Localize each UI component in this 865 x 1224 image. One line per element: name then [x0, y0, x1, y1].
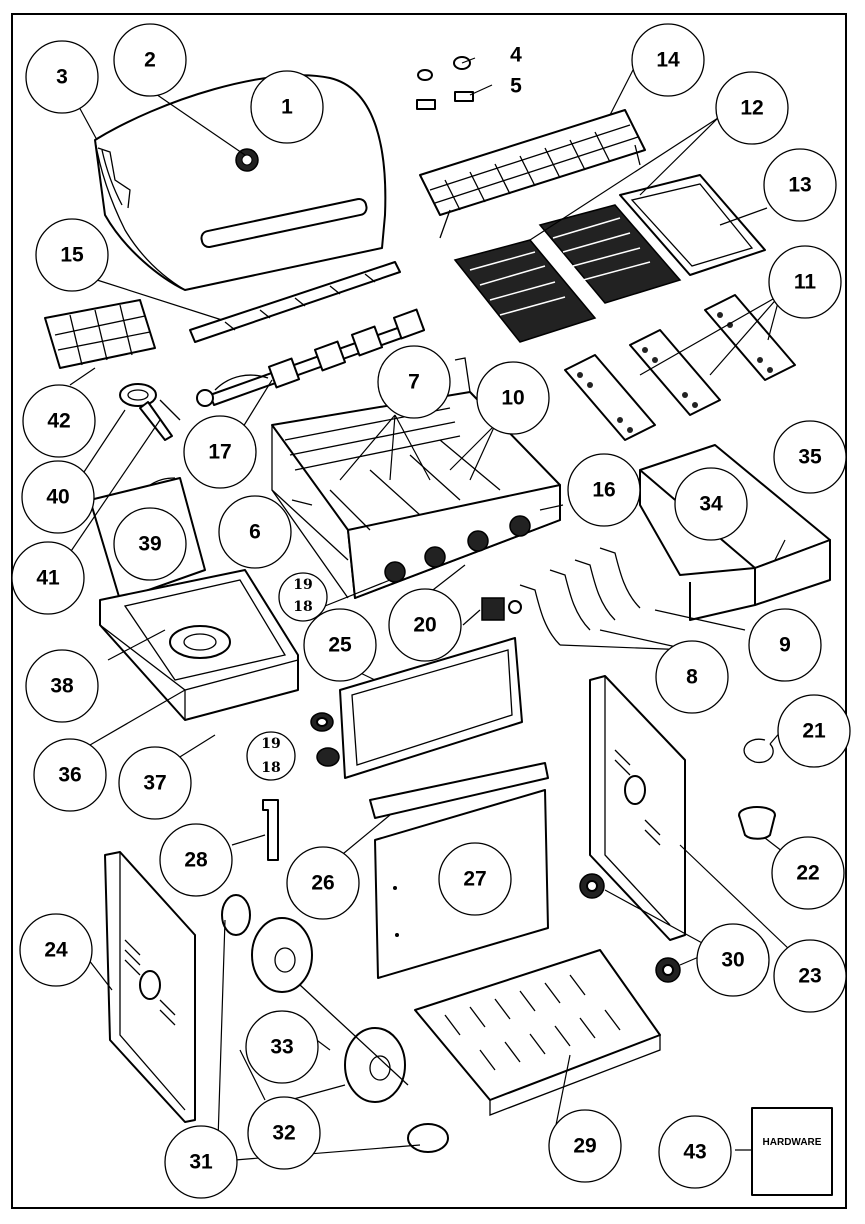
- svg-text:12: 12: [740, 96, 764, 120]
- lid-part: [95, 75, 385, 290]
- svg-text:14: 14: [656, 48, 680, 72]
- callout-42: [23, 385, 95, 457]
- callout-10: [477, 362, 549, 434]
- callout-34: [675, 468, 747, 540]
- callout-12: [716, 72, 788, 144]
- callout-15: [36, 219, 108, 291]
- svg-text:6: 6: [249, 520, 261, 544]
- svg-text:42: 42: [47, 409, 71, 433]
- svg-text:3: 3: [56, 65, 68, 89]
- callout-25: [304, 609, 376, 681]
- callout-32: [248, 1097, 320, 1169]
- svg-text:43: 43: [683, 1140, 707, 1164]
- svg-text:24: 24: [44, 938, 68, 962]
- svg-text:5: 5: [510, 74, 522, 98]
- knobs-part: [311, 713, 339, 766]
- hardware-label: HARDWARE: [762, 1137, 822, 1148]
- callout-7: [378, 346, 450, 418]
- callout-21: [778, 695, 850, 767]
- callout-9: [749, 609, 821, 681]
- svg-text:13: 13: [788, 173, 812, 197]
- callout-30: [697, 924, 769, 996]
- svg-text:11: 11: [793, 270, 817, 294]
- svg-text:1: 1: [281, 95, 293, 119]
- svg-text:38: 38: [50, 674, 74, 698]
- callout-11: [769, 246, 841, 318]
- svg-text:29: 29: [573, 1134, 597, 1158]
- ignitor-part: [482, 598, 521, 620]
- svg-text:37: 37: [143, 771, 167, 795]
- hook-part: [744, 739, 773, 762]
- svg-text:35: 35: [798, 445, 822, 469]
- brackets-part: [520, 548, 640, 645]
- callout-13: [764, 149, 836, 221]
- svg-text:22: 22: [796, 861, 820, 885]
- right-cart-panel-part: [590, 676, 685, 940]
- callout-38: [26, 650, 98, 722]
- svg-text:8: 8: [686, 665, 698, 689]
- callout-17: [184, 416, 256, 488]
- svg-text:15: 15: [60, 243, 84, 267]
- callout-33: [246, 1011, 318, 1083]
- callout-39: [114, 508, 186, 580]
- bottom-shelf-part: [415, 950, 660, 1115]
- callout-16: [568, 454, 640, 526]
- svg-text:21: 21: [802, 719, 826, 743]
- callout-14: [632, 24, 704, 96]
- svg-text:4: 4: [510, 43, 522, 67]
- svg-text:32: 32: [272, 1121, 296, 1145]
- svg-text:28: 28: [184, 848, 208, 872]
- svg-text:36: 36: [58, 763, 82, 787]
- svg-text:40: 40: [46, 485, 70, 509]
- svg-text:41: 41: [36, 566, 60, 590]
- svg-text:25: 25: [328, 633, 352, 657]
- cup-part: [739, 807, 775, 839]
- svg-text:17: 17: [208, 440, 232, 464]
- callout-35: [774, 421, 846, 493]
- callout-43: [659, 1116, 731, 1188]
- bracket-28-part: [263, 800, 278, 860]
- callout-24: [20, 914, 92, 986]
- svg-text:33: 33: [270, 1035, 294, 1059]
- callout-5-text: [510, 75, 522, 98]
- callout-19-18-upper: [279, 573, 327, 621]
- svg-text:27: 27: [463, 867, 487, 891]
- hardware-box: [752, 1108, 832, 1195]
- svg-text:34: 34: [699, 492, 723, 516]
- small-hardware-part: [417, 57, 473, 109]
- svg-text:2: 2: [144, 48, 156, 72]
- callout-40: [22, 461, 94, 533]
- svg-text:19: 19: [293, 577, 313, 593]
- svg-text:7: 7: [408, 370, 420, 394]
- callout-37: [119, 747, 191, 819]
- callout-3: [26, 41, 98, 113]
- callout-6: [219, 496, 291, 568]
- callout-23: [774, 940, 846, 1012]
- svg-text:23: 23: [798, 964, 822, 988]
- svg-text:26: 26: [311, 871, 335, 895]
- svg-text:9: 9: [779, 633, 791, 657]
- callout-41: [12, 542, 84, 614]
- callout-36: [34, 739, 106, 811]
- svg-text:20: 20: [413, 613, 437, 637]
- svg-text:16: 16: [592, 478, 616, 502]
- svg-text:30: 30: [721, 948, 745, 972]
- callout-4-text: [510, 44, 522, 67]
- callout-8: [656, 641, 728, 713]
- callout-27: [439, 843, 511, 915]
- svg-text:31: 31: [189, 1150, 213, 1174]
- callout-28: [160, 824, 232, 896]
- svg-text:18: 18: [293, 599, 313, 615]
- side-burner-head-part: [120, 384, 180, 440]
- callout-31: [165, 1126, 237, 1198]
- svg-text:18: 18: [261, 760, 281, 776]
- callout-26: [287, 847, 359, 919]
- callout-1: [251, 71, 323, 143]
- callout-20: [389, 589, 461, 661]
- svg-text:10: 10: [501, 386, 525, 410]
- callout-19-18-lower: [247, 732, 295, 780]
- svg-text:39: 39: [138, 532, 162, 556]
- svg-text:19: 19: [261, 736, 281, 752]
- callout-22: [772, 837, 844, 909]
- callout-2: [114, 24, 186, 96]
- callout-29: [549, 1110, 621, 1182]
- side-rack-part: [45, 300, 155, 368]
